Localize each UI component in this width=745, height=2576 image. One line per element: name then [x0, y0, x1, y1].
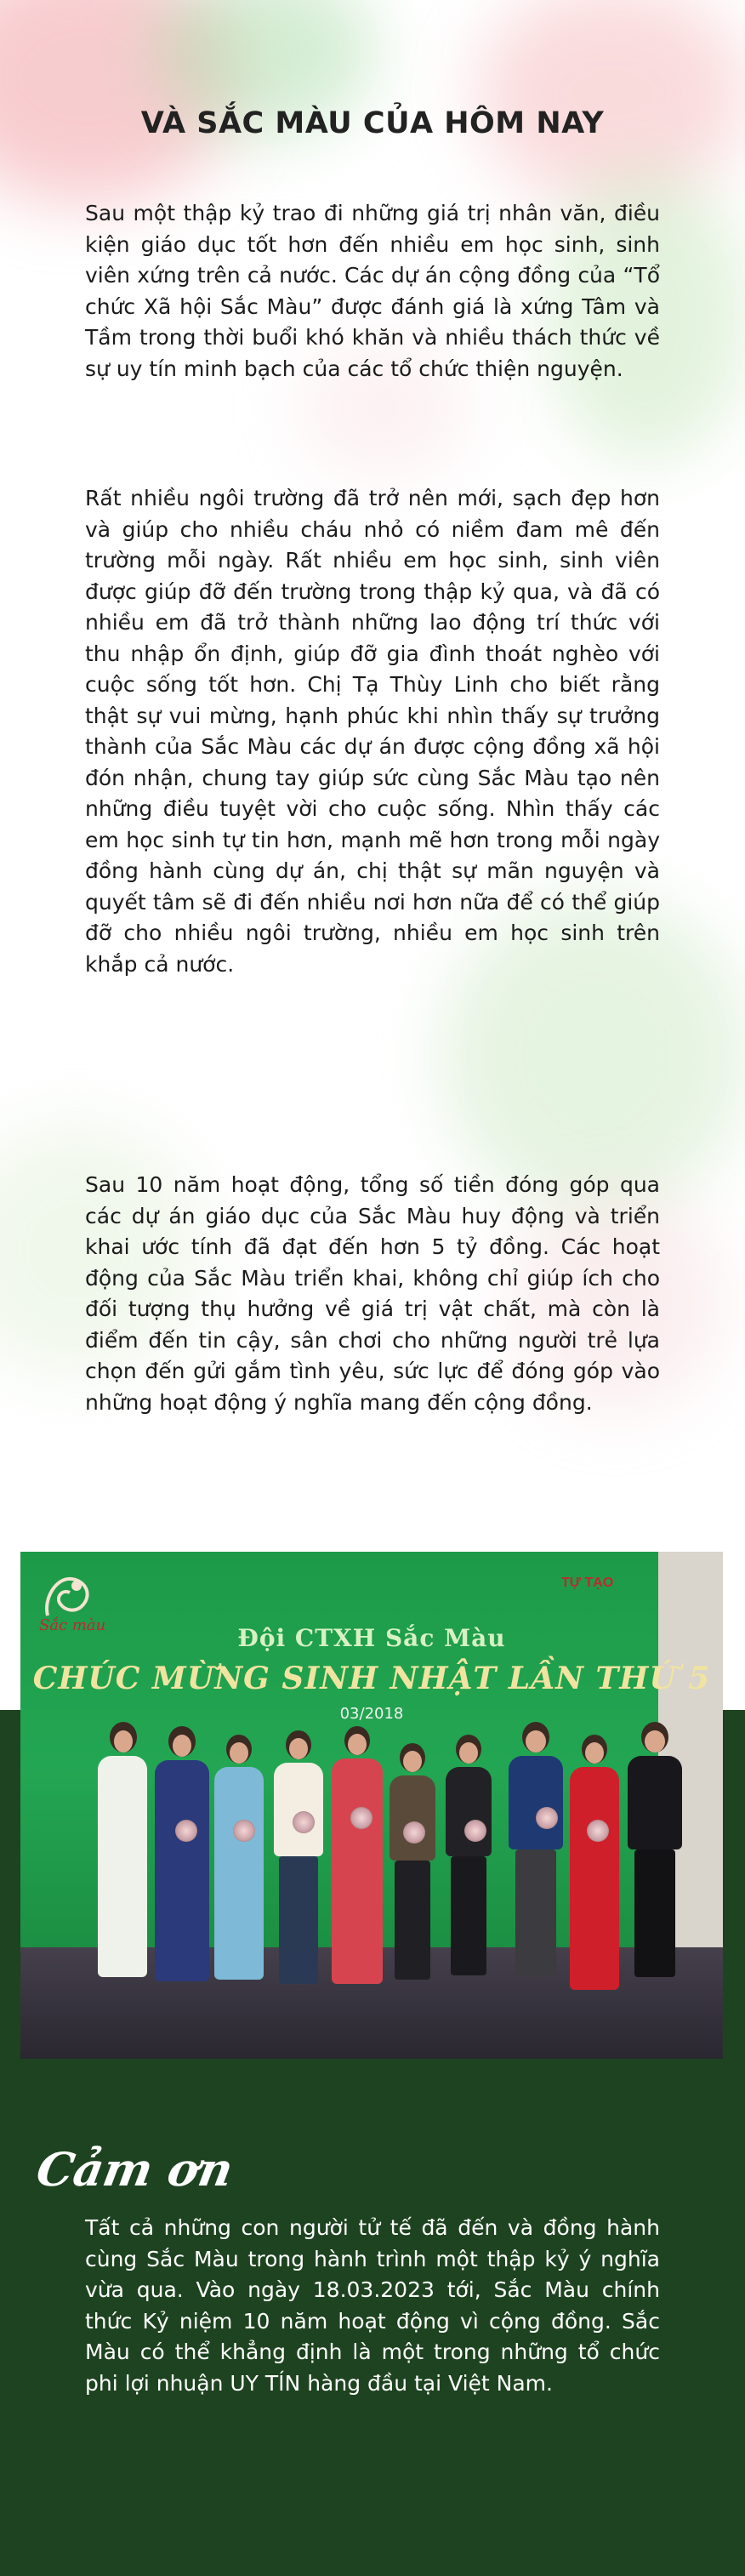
group-photo	[20, 1552, 723, 2059]
sponsor-logo-text: TỰ TẠO	[561, 1576, 614, 1590]
paragraph-2: Rất nhiều ngôi trường đã trở nên mới, sạch đẹp hơn và giúp cho nhiều cháu nhỏ có niềm đam mê đến trường mỗi ngày. Rất nhiều em học sinh, sinh viên được giúp đỡ đến trường trong thập kỷ qua, và đã có nhiều em đã trở thành những lao động trí thức với thu nhập ổn định, giúp đỡ gia đình thoát nghèo với cuộc sống tốt hơn. Chị Tạ Thùy Linh cho biết rằng thật sự vui mừng, hạnh phúc khi nhìn thấy sự trưởng thành của Sắc Màu các dự án được cộng đồng xã hội đón nhận, chung tay giúp sức cùng Sắc Màu tạo nên những điều tuyệt vời cho cuộc sống. Nhìn thấy các em học sinh tự tin hơn, mạnh mẽ hơn trong mỗi ngày đồng hành cùng dự án, chị thật sự mãn nguyện và quyết tâm sẽ đi đến nhiều nơi hơn nữa để có thể giúp đỡ cho nhiều ngôi trường, nhiều em học sinh trên khắp cả nước.	[85, 486, 660, 977]
paragraph-1: Sau một thập kỷ trao đi những giá trị nhân văn, điều kiện giáo dục tốt hơn đến nhiều em học sinh, sinh viên xứng trên cả nước. Các dự án cộng đồng của “Tổ chức Xã hội Sắc Màu” được đánh giá là xứng Tâm và Tầm trong thời buổi khó khăn và nhiều thách thức về sự uy tín minh bạch của các tổ chức thiện nguyện.	[85, 201, 660, 381]
thanks-paragraph: Tất cả những con người tử tế đã đến và đồng hành cùng Sắc Màu trong hành trình một thập kỷ ý nghĩa vừa qua. Vào ngày 18.03.2023 tới, Sắc Màu chính thức Kỷ niệm 10 năm hoạt động vì cộng đồng. Sắc Màu có thể khẳng định là một trong những tổ chức phi lợi nhuận UY TÍN hàng đầu tại Việt Nam.	[85, 2215, 660, 2396]
banner-date: 03/2018	[339, 1705, 404, 1723]
person-10	[621, 1722, 689, 2007]
banner-title: Đội CTXH Sắc Màu	[237, 1624, 506, 1652]
person-3	[209, 1735, 269, 2007]
thanks-script-title: Cảm ơn	[32, 2142, 237, 2197]
section-heading: VÀ SẮC MÀU CỦA HÔM NAY	[140, 106, 605, 140]
sac-mau-logo-icon	[39, 1569, 99, 1621]
person-6	[384, 1743, 441, 2007]
person-4	[267, 1730, 330, 2011]
banner-subtitle: CHÚC MỪNG SINH NHẬT LẦN THỨ 5	[32, 1661, 711, 1696]
logo-text: Sắc màu	[39, 1616, 106, 1634]
person-5	[327, 1726, 388, 2007]
person-2	[150, 1726, 214, 2007]
paragraph-3: Sau 10 năm hoạt động, tổng số tiền đóng góp qua các dự án giáo dục của Sắc Màu huy động và triển khai ước tính đã đạt đến hơn 5 tỷ đồng. Các hoạt động của Sắc Màu triển khai, không chỉ giúp ích cho đối tượng thụ hưởng về giá trị vật chất, mà còn là điểm đến tin cậy, sân chơi cho những người trẻ lựa chọn đến gửi gắm tình yêu, sức lực để đóng góp vào những hoạt động ý nghĩa mang đến cộng đồng.	[85, 1172, 660, 1415]
person-9	[565, 1735, 624, 2007]
person-1	[93, 1722, 152, 2003]
person-8	[502, 1722, 570, 2007]
person-7	[439, 1735, 498, 2007]
